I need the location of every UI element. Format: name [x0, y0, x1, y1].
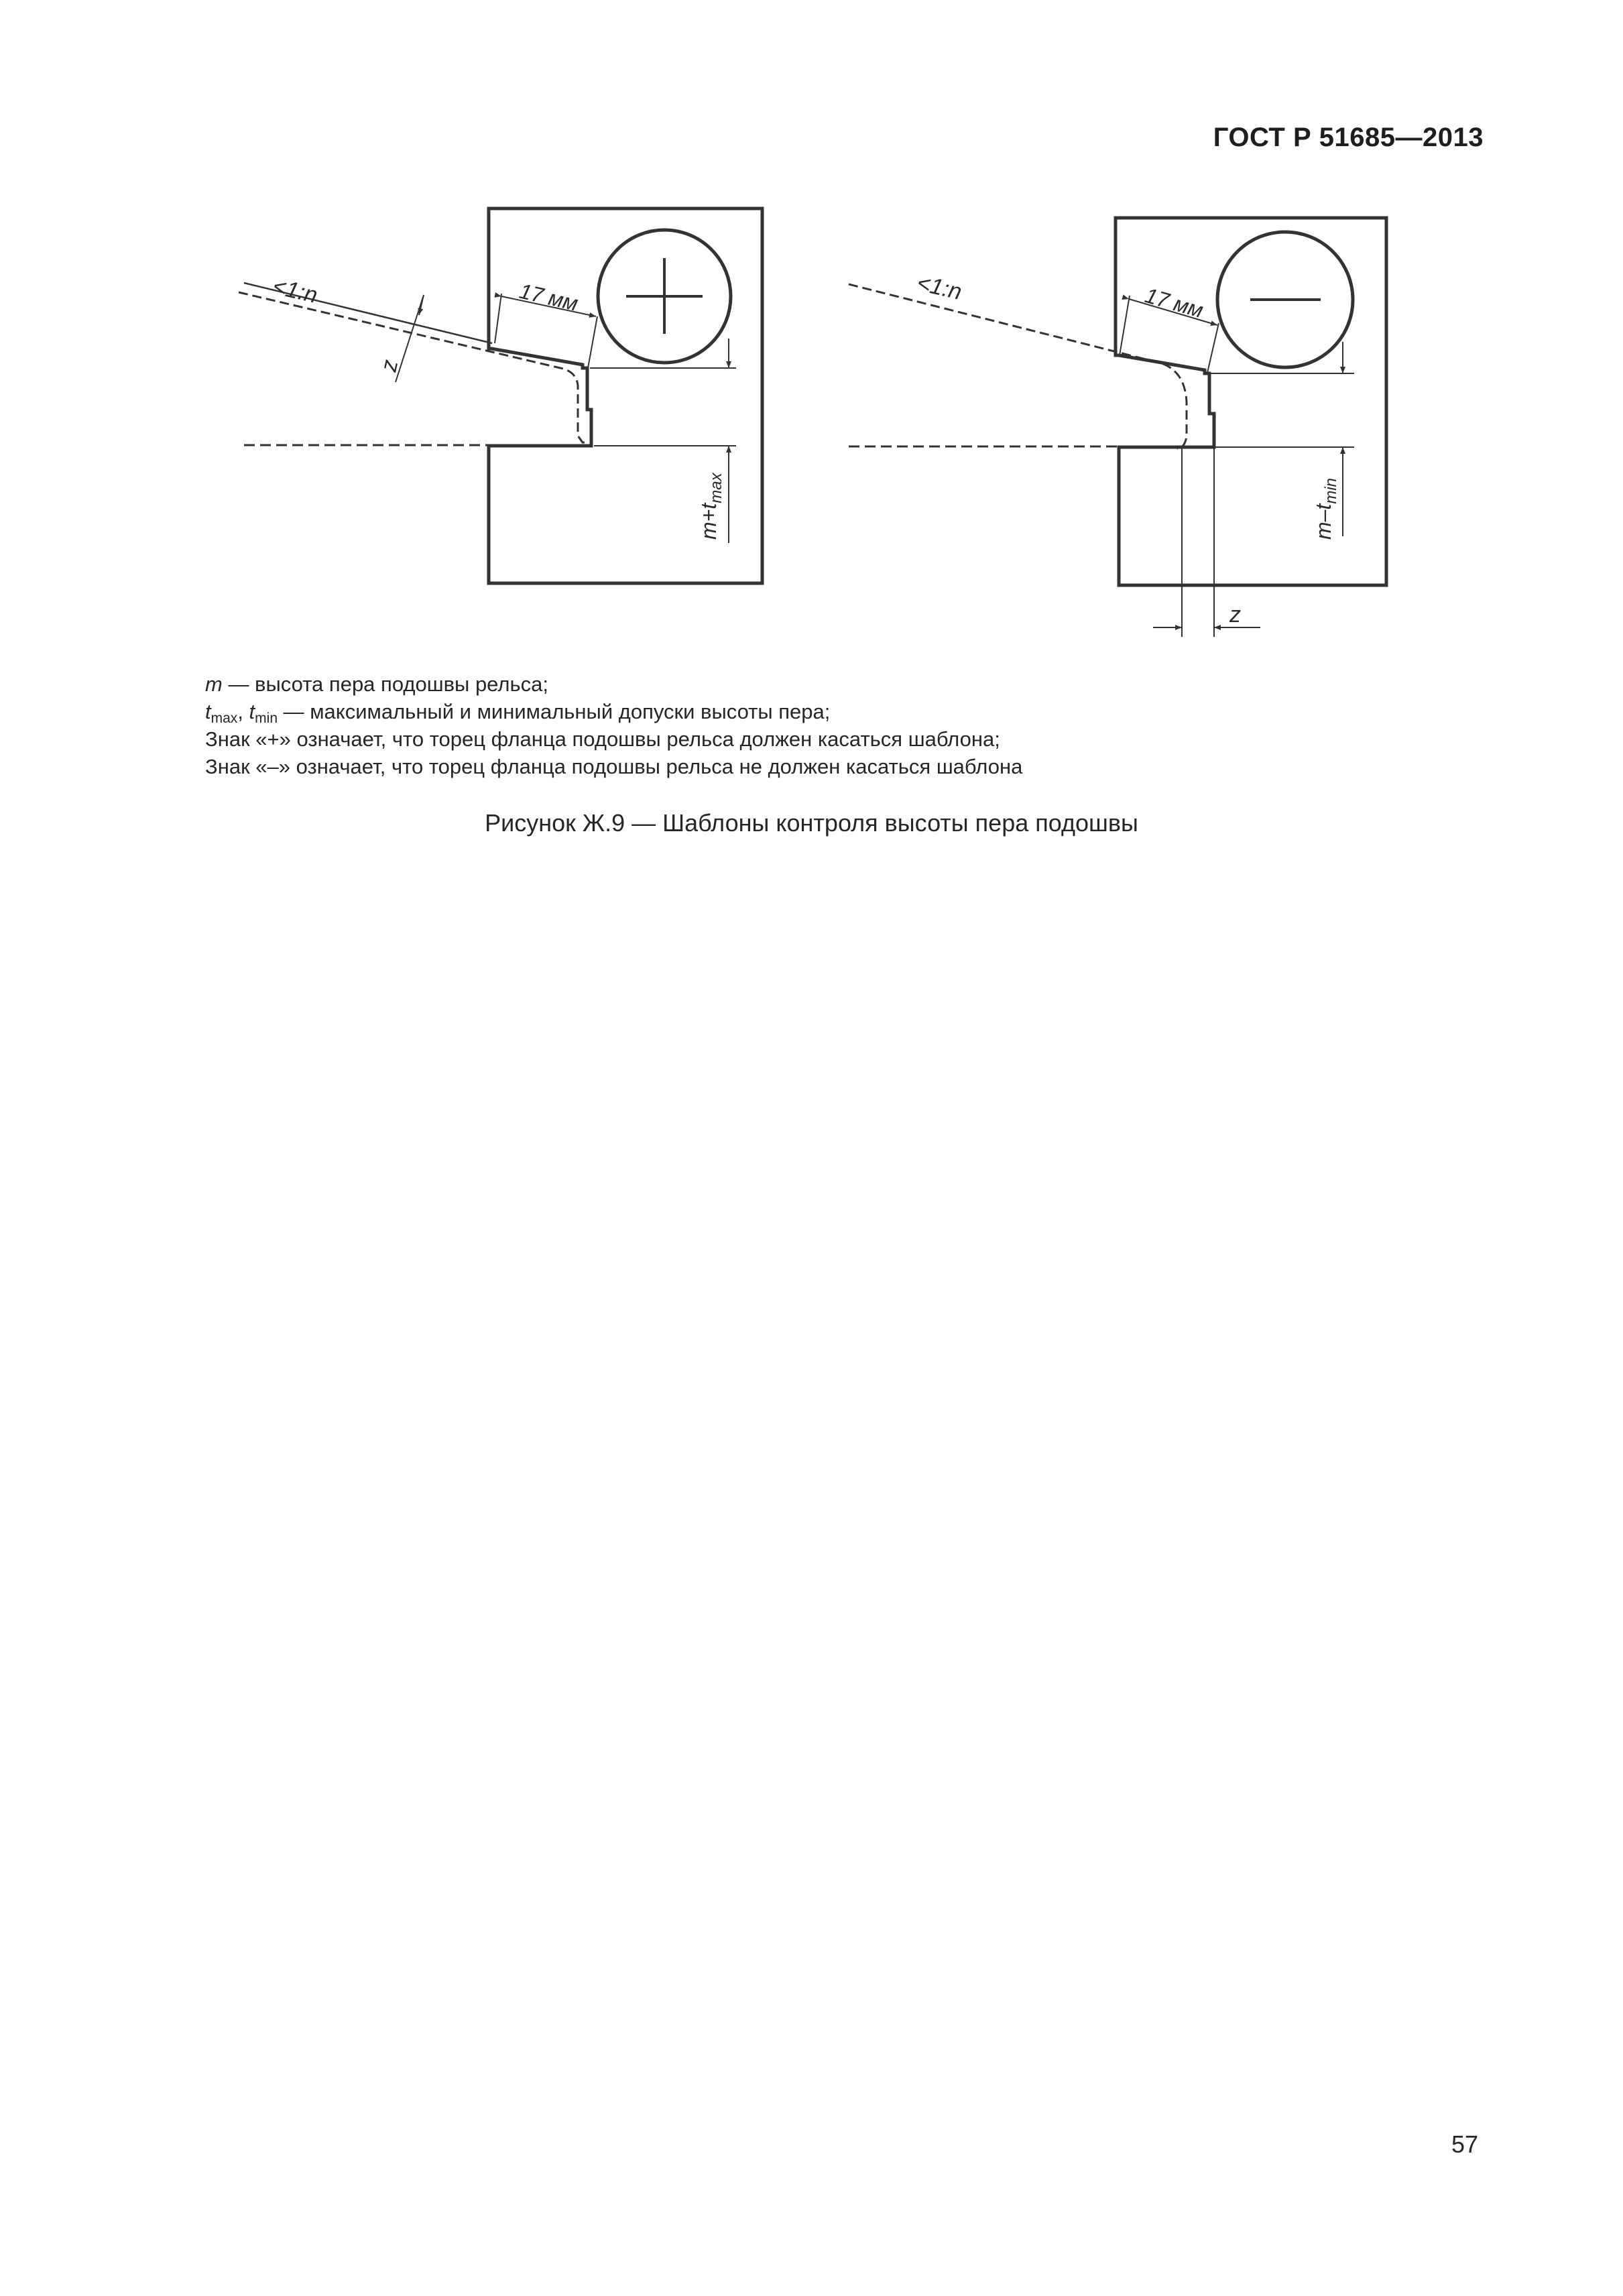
minus-height-label-main: m–t	[1311, 503, 1335, 540]
minus-offset-label: z	[1229, 602, 1241, 627]
plus-rail-profile	[239, 292, 587, 442]
minus-height-label-sub: min	[1322, 477, 1340, 504]
legend-text-t: — максимальный и минимальный допуски высоты пера;	[278, 700, 831, 723]
legend-term-tmax: t	[205, 700, 211, 723]
legend-sub-max: max	[211, 711, 238, 726]
minus-height-label	[1311, 478, 1340, 540]
minus-width-label: 17 мм	[1142, 283, 1206, 323]
plus-height-label	[697, 472, 725, 540]
plus-offset-label: z	[375, 357, 404, 374]
minus-slope-label: <1:n	[914, 269, 965, 305]
legend-row-t	[205, 698, 1022, 725]
legend-sub-min: min	[255, 711, 278, 726]
legend-term-tmin: t	[249, 700, 255, 723]
legend-row-m	[205, 670, 1022, 698]
legend-separator: ,	[237, 700, 249, 723]
figure-templates	[0, 0, 1623, 670]
plus-template	[239, 208, 762, 583]
plus-height-label-sub: max	[707, 473, 725, 503]
figure-caption: Рисунок Ж.9 — Шаблоны контроля высоты пера подошвы	[485, 809, 1138, 837]
plus-slope-label: <1:n	[270, 273, 320, 308]
figure-legend	[205, 670, 1022, 780]
plus-width-label: 17 мм	[517, 278, 581, 316]
plus-height-label-main: m+t	[697, 503, 721, 540]
legend-row-plus: Знак «+» означает, что торец фланца подошвы рельса должен касаться шаблона;	[205, 727, 1000, 751]
legend-term-m: m	[205, 672, 223, 696]
legend-text-m: — высота пера подошвы рельса;	[222, 672, 548, 696]
page-number: 57	[1451, 2130, 1478, 2158]
minus-rail-profile	[849, 284, 1187, 448]
legend-row-minus: Знак «–» означает, что торец фланца подошвы рельса не должен касаться шаблона	[205, 755, 1023, 778]
document-header: ГОСТ Р 51685—2013	[1213, 123, 1484, 152]
